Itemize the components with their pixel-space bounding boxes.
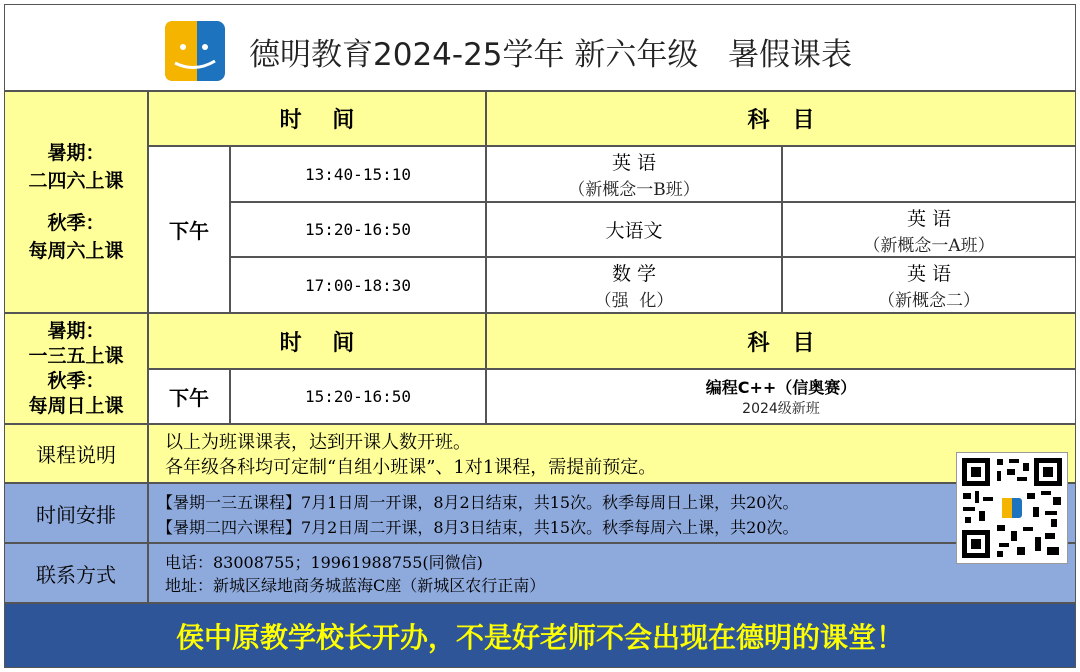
logo-icon [165, 21, 225, 81]
section1-row2-right [782, 202, 1076, 257]
contact-line1: 电话：83008755；19961988755(同微信) [165, 553, 483, 572]
section1-label-line2: 二四六上课 [28, 170, 124, 192]
section1-subject-header: 科 目 [486, 91, 1076, 146]
notes-line1: 以上为班课课表，达到开课人数开班。 [165, 432, 471, 453]
section1-row3-right-title: 英 语 [906, 263, 952, 285]
section2-subject-header: 科 目 [486, 313, 1076, 369]
section1-row2-left [486, 202, 782, 257]
section2-label-line3: 秋季： [47, 369, 105, 392]
section1-row3-time: 17:00-18:30 [230, 257, 486, 313]
section1-row3-right-sub: （新概念二） [878, 291, 980, 311]
header-bar [4, 4, 1076, 91]
section1-row1-left-title: 英 语 [611, 152, 657, 174]
notes-content [148, 424, 1076, 483]
qr-code [956, 452, 1068, 564]
section2-label-line1: 暑期： [47, 319, 105, 342]
section1-row1-left [486, 146, 782, 202]
section1-row2-left-title: 大语文 [605, 220, 663, 242]
section1-label-line1: 暑期： [47, 142, 105, 164]
section1-time-header: 时 间 [148, 91, 486, 146]
section1-row3-left [486, 257, 782, 313]
schedule-label: 时间安排 [4, 483, 148, 543]
notes-line2: 各年级各科均可定制“自组小班课”、1对1课程，需提前预定。 [165, 457, 657, 478]
schedule-line2: 【暑期二四六课程】7月2日周二开课，8月3日结束，共15次。秋季每周六上课，共20次。 [157, 518, 799, 537]
section1-row2-right-title: 英 语 [906, 207, 952, 230]
section2-label [4, 313, 148, 424]
page-title: 德明教育2024-25学年 新六年级 暑假课表 [249, 37, 852, 73]
schedule-content [148, 483, 1076, 543]
section1-row1-right [782, 146, 1076, 202]
section1-row1-time: 13:40-15:10 [230, 146, 486, 202]
section1-row2-right-sub: （新概念一A班） [863, 235, 995, 256]
contact-line2: 地址：新城区绿地商务城蓝海C座（新城区农行正南） [165, 576, 546, 595]
section1-row1-left-sub: （新概念一B班） [568, 180, 700, 200]
section2-subject-title: 编程C++（信奥赛） [705, 378, 857, 397]
logo [165, 21, 225, 81]
schedule-line1: 【暑期一三五课程】7月1日周一开课，8月2日结束，共15次。秋季每周日上课，共20次。 [157, 493, 799, 512]
section2-time-header: 时 间 [148, 313, 486, 369]
section2-period: 下午 [148, 369, 230, 424]
footer-slogan: 侯中原教学校长开办，不是好老师不会出现在德明的课堂！ [4, 603, 1076, 668]
section1-label [4, 91, 148, 313]
section1-row3-right [782, 257, 1076, 313]
section1-label-line4: 每周六上课 [28, 240, 124, 262]
contact-label: 联系方式 [4, 543, 148, 603]
section2-label-line4: 每周日上课 [28, 394, 124, 417]
section1-period: 下午 [148, 146, 230, 313]
section2-label-line2: 一三五上课 [28, 344, 124, 367]
section1-row2-time: 15:20-16:50 [230, 202, 486, 257]
contact-content [148, 543, 1076, 603]
section1-row3-left-title: 数 学 [611, 263, 657, 285]
section1-row3-left-sub: （强 化） [594, 291, 674, 311]
section1-label-line3: 秋季： [47, 212, 105, 234]
qr-code-icon [957, 453, 1067, 563]
section2-subject [486, 369, 1076, 424]
section2-time: 15:20-16:50 [230, 369, 486, 424]
section2-subject-sub: 2024级新班 [742, 401, 820, 417]
notes-label: 课程说明 [4, 424, 148, 483]
